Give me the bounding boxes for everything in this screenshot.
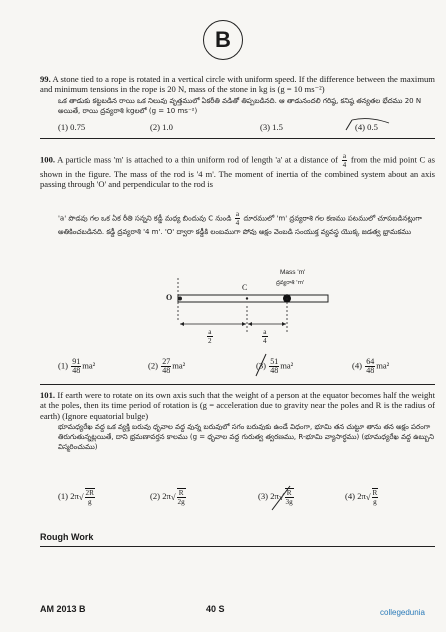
answer-tick-mark [343,116,393,134]
option-1: (1) 2π√ $\frac{2R}{g}$ [58,489,94,506]
option-3: (3) 1.5 [260,122,283,132]
divider [40,384,435,385]
option-1: (1) 0.75 [58,122,86,132]
question-number: 100. [40,154,56,165]
question-101-telugu: భూమధ్యరేఖ వద్ద ఒక వ్యక్తి బరువు ధృవాల వద్ద వున్న బరువులో సగం బరువుకు ఉండే విధంగా, భూమి తన చుట్టూ తాను తన అక్షం పరంగా తిరుగుతున్నట్లయితే, దాని భ్రమణావర్తన కాలము (g = ధృవాల వద్ద గురుత్వ త్వరణము, R-భూమి వ్యాసార్ధము) (భూమధ్యరేఖ వద్ద ఉబ్బుని విస్మరించుము) [58,423,434,452]
question-99 [40,74,435,95]
footer-code: AM 2013 B [40,604,86,614]
fraction: $\frac{a}{4}$ [342,152,347,169]
question-text: A stone tied to a rope is rotated in a vertical circle with uniform speed. If the difference between the maximum and minimum tensions in the rope is 20 N, mass of the stone in kg is (g = 10 ms⁻²) [40,74,435,95]
booklet-code-badge: B [203,20,243,60]
option-4: (4) 2π√ $\frac{R}{g}$ [345,489,378,506]
watermark-logo: collegedunia [380,608,425,617]
answer-tick-mark [268,484,298,514]
question-99-telugu: ఒక తాడుకు కట్టబడిన రాయి ఒక నిలువు వృత్తములో ఏకరీతి వడితో తిప్పబడినది. ఆ తాడునందలి గరిష్ఠ, కనిష్ఠ తన్యతల భేదము 20 N అయితే, రాయి ద్రవ్యరాశి kgలలో (g = 10 ms⁻²) [58,97,422,116]
option-1: (1) $\frac{91}{48}$ ma² [58,357,96,375]
answer-tick-mark [252,352,282,380]
mass-label-telugu: ద్రవ్యరాశి 'm' [276,280,305,286]
option-4: (4) 0.5 [355,122,378,132]
question-number: 101. [40,390,56,400]
question-101 [40,390,435,421]
rod-figure [160,266,360,356]
divider [40,546,435,547]
footer-page: 40 S [206,604,225,614]
label-c: C [242,283,248,292]
label-o: O [166,293,173,302]
dim-quarter: $\frac{a}{4}$ [263,328,267,345]
option-4: (4) $\frac{64}{48}$ ma² [352,357,390,375]
mass-label: Mass 'm' [280,269,306,276]
question-text-a: A particle mass 'm' is attached to a thin uniform rod of length 'a' at a distance of [57,154,339,165]
option-2: (2) 1.0 [150,122,173,132]
option-2: (2) 2π√ $\frac{R}{2g}$ [150,489,185,506]
dim-half: $\frac{a}{2}$ [208,328,212,345]
question-text-c: the mid point C as shown in the figure. The mass of the rod is '4 m'. The moment of inertia of the combined system about an axis passing through 'O' and perpendicular to the rod is [40,154,435,190]
question-100-telugu: 'a' పొడవు గల ఒక ఏక రీతి సన్నని కడ్డీ మధ్య బిందువు C నుండి $\frac{a}{4}$ దూరములో 'm' ద్రవ్యరాశి గల కణము పటములో చూపబడినట్లుగా అతికించబడినది. కడ్డీ ద్రవ్యరాశి '4 m'. 'O' ద్వారా కడ్డీకి లంబముగా పోవు అక్షం వెంబడి సంయుక్త వ్యవస్థ యొక్క జడత్వ భ్రామకము [58,210,422,236]
divider [40,138,435,139]
question-text-b: from [350,154,368,165]
question-text: If earth were to rotate on its own axis such that the weight of a person at the equator becomes half the weight at the poles, then its time period of rotation is (g = acceleration due to gravity near the poles and R is the radius of earth) (Ignore equatorial bulge) [40,390,435,421]
rough-work-heading: Rough Work [40,532,94,542]
question-number: 99. [40,74,51,84]
option-2: (2) $\frac{27}{48}$ ma² [148,357,186,375]
option-3: (3) 2π√ $\frac{R}{3g}$ [258,489,293,506]
option-3: (3) $\frac{51}{48}$ ma² [256,357,294,375]
question-100 [40,152,435,190]
